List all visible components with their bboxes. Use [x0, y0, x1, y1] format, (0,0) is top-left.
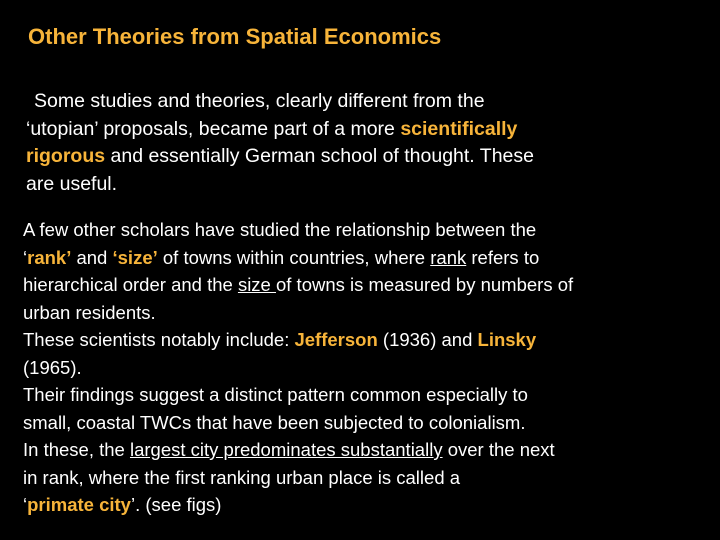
body-text: of towns is measured by numbers of: [275, 274, 574, 295]
body-line: (1965).: [23, 356, 82, 378]
body-line: [23, 271, 718, 299]
body-line: small, coastal TWCs that have been subjected to colonialism.: [23, 411, 526, 433]
body-line: [23, 244, 718, 272]
underlined-rank: rank: [430, 246, 467, 268]
intro-text: ‘utopian’ proposals, became part of a more: [26, 117, 401, 140]
body-text: ‘: [23, 246, 28, 268]
intro-line: Some studies and theories, clearly different from the: [34, 90, 485, 112]
body-text: refers to: [466, 246, 540, 268]
intro-line: [26, 143, 676, 171]
intro-line: [26, 116, 676, 144]
body-text: hierarchical order and the: [23, 274, 238, 295]
body-line: A few other scholars have studied the relationship between the: [23, 219, 537, 240]
highlight-rank: rank’: [27, 246, 72, 268]
body-text: (1936) and: [377, 329, 478, 350]
body-text: These scientists notably include:: [23, 329, 295, 350]
intro-line: are useful.: [26, 172, 118, 195]
underlined-largest-city: largest city predominates substantially: [129, 439, 443, 460]
body-line: urban residents.: [23, 301, 156, 323]
highlight-linsky: Linsky: [477, 329, 537, 350]
body-line: in rank, where the first ranking urban place is called a: [23, 466, 461, 488]
body-line: [23, 436, 718, 464]
body-text: ’. (see figs): [130, 494, 222, 515]
body-text: of towns within countries, where: [157, 246, 431, 268]
intro-paragraph: [26, 88, 676, 198]
highlight-rigorous: rigorous: [26, 145, 106, 167]
intro-text: and essentially German school of thought. These: [105, 145, 534, 167]
highlight-jefferson: Jefferson: [294, 329, 378, 350]
body-text: over the next: [442, 439, 555, 460]
underlined-size: size: [237, 274, 276, 295]
body-text: [23, 216, 718, 519]
body-line: [23, 491, 718, 519]
highlight-scientifically: scientifically: [400, 117, 518, 140]
body-line: [23, 326, 718, 354]
body-text: and: [71, 246, 113, 268]
highlight-primate-city: primate city: [27, 494, 131, 515]
body-text: In these, the: [23, 439, 130, 460]
body-text: ‘: [23, 494, 28, 515]
body-line: Their findings suggest a distinct pattern common especially to: [23, 384, 528, 405]
slide-title: Other Theories from Spatial Economics: [28, 24, 442, 49]
highlight-size: ‘size’: [112, 246, 158, 268]
